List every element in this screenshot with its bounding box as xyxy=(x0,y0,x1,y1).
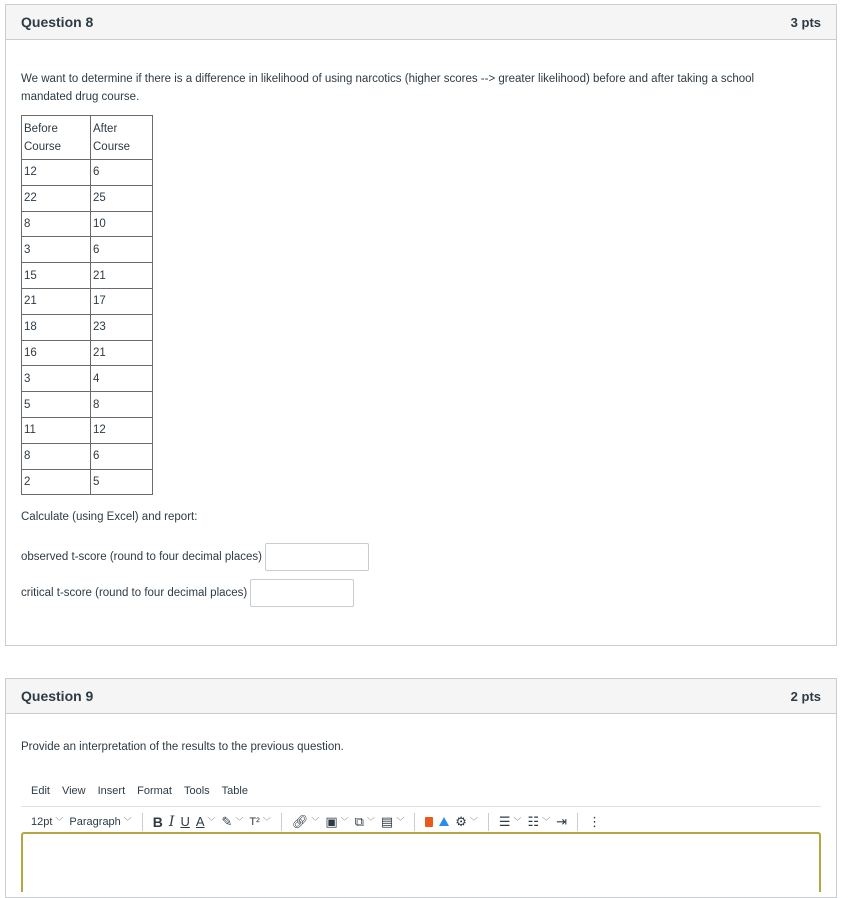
table-cell: 25 xyxy=(91,185,153,211)
menu-tools[interactable]: Tools xyxy=(183,785,210,797)
question-9-title: Question 9 xyxy=(21,688,94,704)
chevron-down-icon: ﹀ xyxy=(513,816,522,826)
table-cell: 10 xyxy=(91,211,153,237)
question-9-header xyxy=(6,679,836,714)
bullet-list-icon: ☷ xyxy=(527,813,540,829)
observed-t-label: observed t-score (round to four decimal places) xyxy=(21,551,262,564)
chevron-down-icon: ﹀ xyxy=(366,816,375,826)
text-color-button[interactable] xyxy=(196,813,216,831)
table-cell: 21 xyxy=(91,263,153,289)
question-8-title: Question 8 xyxy=(21,14,94,30)
table-row xyxy=(22,392,153,418)
question-8-text: We want to determine if there is a difference in likelihood of using narcotics (higher scores --> greater likelihood) before and after taking a school mandated drug course. xyxy=(21,73,755,103)
chevron-down-icon: ﹀ xyxy=(311,816,320,826)
table-cell: 11 xyxy=(22,417,91,443)
table-cell: 3 xyxy=(22,366,91,392)
question-9-body xyxy=(6,738,836,836)
table-cell: 5 xyxy=(91,469,153,495)
critical-t-input[interactable] xyxy=(250,579,354,607)
more-button[interactable] xyxy=(588,813,601,831)
superscript-button[interactable] xyxy=(249,813,270,831)
table-row xyxy=(22,237,153,263)
critical-t-label: critical t-score (round to four decimal places) xyxy=(21,587,248,600)
table-row xyxy=(22,340,153,366)
chevron-down-icon: ﹀ xyxy=(340,816,349,826)
question-8-header xyxy=(6,5,836,40)
block-format-select[interactable] xyxy=(69,813,131,831)
bold-button[interactable]: B xyxy=(152,813,163,830)
image-button[interactable] xyxy=(325,813,348,831)
observed-t-input[interactable] xyxy=(265,543,369,571)
table-cell: 8 xyxy=(22,443,91,469)
table-row xyxy=(22,469,153,495)
apps-icon: ⚙ xyxy=(455,813,467,829)
document-icon: ▤ xyxy=(380,813,394,829)
table-cell: 3 xyxy=(22,237,91,263)
text-color-icon: A xyxy=(195,813,205,829)
table-row xyxy=(22,443,153,469)
chevron-down-icon: ﹀ xyxy=(542,816,551,826)
indent-button[interactable] xyxy=(556,813,567,831)
chevron-down-icon: ﹀ xyxy=(55,816,64,826)
table-cell: 18 xyxy=(22,314,91,340)
menu-insert[interactable]: Insert xyxy=(97,785,126,797)
document-button[interactable] xyxy=(381,813,404,831)
table-row xyxy=(22,314,153,340)
font-size-select[interactable] xyxy=(31,813,63,831)
toolbar-divider xyxy=(577,813,578,831)
table-cell: 12 xyxy=(91,417,153,443)
table-header-after: After Course xyxy=(91,116,153,160)
menu-format[interactable]: Format xyxy=(137,785,172,797)
table-body xyxy=(22,160,153,495)
office-button[interactable] xyxy=(425,817,433,827)
toolbar-divider xyxy=(142,813,143,831)
google-drive-button[interactable] xyxy=(439,817,449,826)
media-icon: ⧉ xyxy=(354,813,364,829)
table-cell: 2 xyxy=(22,469,91,495)
office-icon xyxy=(425,817,433,827)
table-cell: 6 xyxy=(91,160,153,186)
menu-view[interactable]: View xyxy=(61,785,86,797)
editor-menubar xyxy=(21,782,821,800)
list-button[interactable] xyxy=(528,813,551,831)
font-size-label: 12pt xyxy=(31,815,53,828)
question-8-body xyxy=(6,70,836,607)
block-format-label: Paragraph xyxy=(69,815,121,828)
toolbar-divider xyxy=(414,813,415,831)
answer-row-critical xyxy=(21,579,821,607)
highlight-button[interactable] xyxy=(222,813,244,831)
superscript-icon: T² xyxy=(249,815,260,828)
google-drive-icon xyxy=(439,817,449,826)
table-row xyxy=(22,417,153,443)
table-cell: 21 xyxy=(91,340,153,366)
media-button[interactable] xyxy=(355,813,375,831)
table-row xyxy=(22,211,153,237)
table-cell: 22 xyxy=(22,185,91,211)
table-cell: 15 xyxy=(22,263,91,289)
rich-text-editor[interactable] xyxy=(21,832,821,892)
question-9-text: Provide an interpretation of the results to the previous question. xyxy=(21,741,344,753)
table-row xyxy=(22,366,153,392)
table-cell: 4 xyxy=(91,366,153,392)
table-cell: 17 xyxy=(91,288,153,314)
link-icon: 🔗︎ xyxy=(291,813,309,829)
indent-icon: ⇥ xyxy=(556,813,568,829)
table-row xyxy=(22,263,153,289)
chevron-down-icon: ﹀ xyxy=(396,816,405,826)
table-cell: 8 xyxy=(22,211,91,237)
chevron-down-icon: ﹀ xyxy=(123,816,132,826)
table-cell: 21 xyxy=(22,288,91,314)
chevron-down-icon: ﹀ xyxy=(235,816,244,826)
chevron-down-icon: ﹀ xyxy=(469,816,478,826)
table-cell: 12 xyxy=(22,160,91,186)
menu-edit[interactable]: Edit xyxy=(31,785,50,797)
toolbar-divider xyxy=(488,813,489,831)
table-cell: 23 xyxy=(91,314,153,340)
question-8-card xyxy=(5,4,837,646)
question-9-card xyxy=(5,678,837,898)
table-cell: 5 xyxy=(22,392,91,418)
question-9-points: 2 pts xyxy=(790,688,821,704)
table-row xyxy=(22,185,153,211)
underline-button[interactable]: U xyxy=(180,813,190,829)
answer-row-observed xyxy=(21,543,821,571)
chevron-down-icon: ﹀ xyxy=(207,816,216,826)
table-header-before: Before Course xyxy=(22,116,91,160)
image-icon: ▣ xyxy=(325,813,338,829)
chevron-down-icon: ﹀ xyxy=(262,816,271,826)
link-button[interactable] xyxy=(292,813,320,831)
table-row xyxy=(22,160,153,186)
menu-table[interactable]: Table xyxy=(221,785,248,797)
toolbar-divider xyxy=(281,813,282,831)
apps-button[interactable] xyxy=(455,813,478,831)
data-table xyxy=(21,115,153,495)
table-cell: 16 xyxy=(22,340,91,366)
table-cell: 6 xyxy=(91,237,153,263)
align-icon: ☰ xyxy=(498,813,511,829)
calc-instruction: Calculate (using Excel) and report: xyxy=(21,511,198,524)
italic-button[interactable]: I xyxy=(168,813,175,830)
table-row xyxy=(22,288,153,314)
highlight-pen-icon: ✎ xyxy=(221,813,233,829)
more-icon: ⋮ xyxy=(588,813,602,829)
table-cell: 6 xyxy=(91,443,153,469)
table-cell: 8 xyxy=(91,392,153,418)
align-button[interactable] xyxy=(499,813,522,831)
question-8-points: 3 pts xyxy=(790,14,821,30)
